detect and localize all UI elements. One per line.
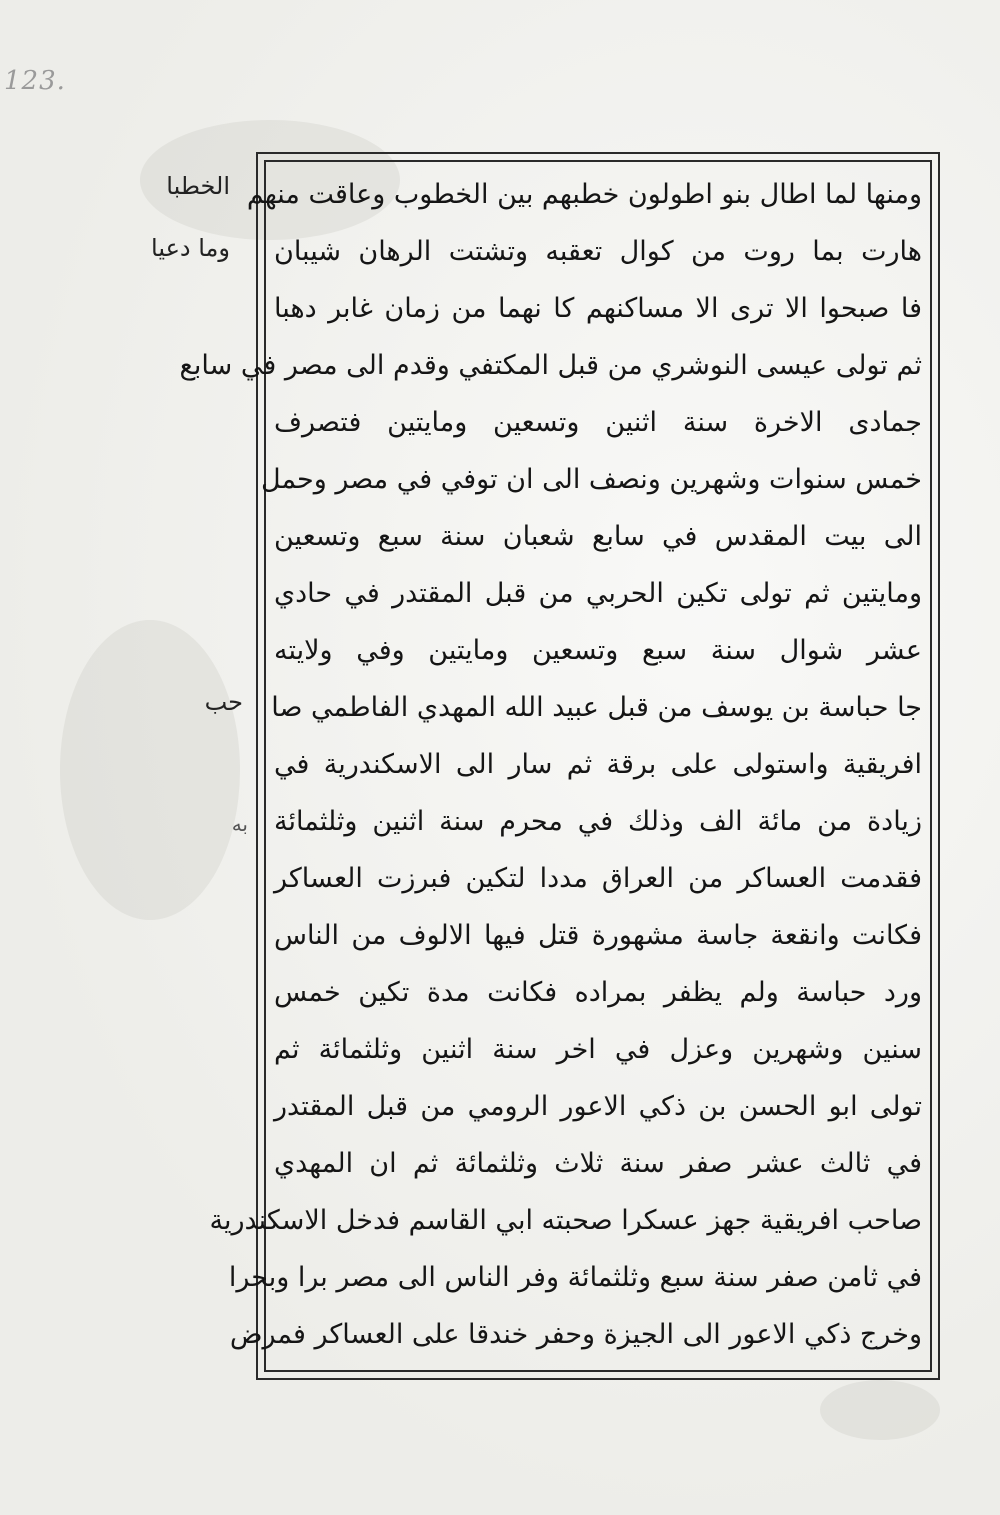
paper-stain [820, 1380, 940, 1440]
text-line: سنين وشهرين وعزل في اخر سنة اثنين وثلثمائة ثم [274, 1034, 922, 1065]
text-line: وخرج ذكي الاعور الى الجيزة وحفر خندقا على العساكر فمرض [229, 1319, 922, 1350]
text-line: زيادة من مائة الف وذلك في محرم سنة اثنين وثلثمائة [274, 806, 922, 837]
margin-note-hb: حب [204, 688, 243, 716]
folio-number: 123. [4, 66, 66, 96]
text-line: في ثالث عشر صفر سنة ثلاث وثلثمائة ثم ان المهدي [274, 1148, 922, 1179]
margin-note-wama-daaya: وما دعيا [151, 234, 230, 262]
text-line: ثم تولى عيسى النوشري من قبل المكتفي وقدم الى مصر في سابع [179, 350, 922, 381]
text-line: جمادى الاخرة سنة اثنين وتسعين ومايتين فتصرف [274, 407, 922, 438]
text-line: هارت بما روت من كوال تعقبه وتشتت الرهان شيبان [274, 236, 922, 267]
paper-stain [60, 620, 240, 920]
text-line: خمس سنوات وشهرين ونصف الى ان توفي في مصر وحمل [261, 464, 922, 495]
margin-note-khutaba: الخطبا [166, 172, 230, 200]
text-line: ومنها لما اطال بنو اطولون خطبهم بين الخطوب وعاقت منهم [246, 179, 922, 210]
text-line: فقدمت العساكر من العراق مددا لتكين فبرزت العساكر [274, 863, 922, 894]
text-line: تولى ابو الحسن بن ذكي الاعور الرومي من قبل المقتدر [274, 1091, 922, 1122]
text-line: في ثامن صفر سنة سبع وثلثمائة وفر الناس الى مصر برا وبحرا [228, 1262, 922, 1293]
text-line: فا صبحوا الا ترى الا مساكنهم كا نهما من زمان غابر دهبا [274, 293, 922, 324]
text-line: صاحب افريقية جهز عسكرا صحبته ابي القاسم فدخل الاسكندرية [209, 1205, 922, 1236]
text-line: ومايتين ثم تولى تكين الحربي من قبل المقتدر في حادي [274, 578, 922, 609]
text-line: عشر شوال سنة سبع وتسعين ومايتين وفي ولايته [274, 635, 922, 666]
text-line: افريقية واستولى على برقة ثم سار الى الاسكندرية في [274, 749, 922, 780]
text-line: فكانت وانقعة جاسة مشهورة قتل فيها الالوف من الناس [274, 920, 922, 951]
text-line: ورد حباسة ولم يظفر بمراده فكانت مدة تكين خمس [274, 977, 922, 1008]
margin-note-bh: به [231, 812, 248, 836]
text-line: جا حباسة بن يوسف من قبل عبيد الله المهدي الفاطمي صا [271, 692, 922, 723]
text-line: الى بيت المقدس في سابع شعبان سنة سبع وتسعين [274, 521, 922, 552]
